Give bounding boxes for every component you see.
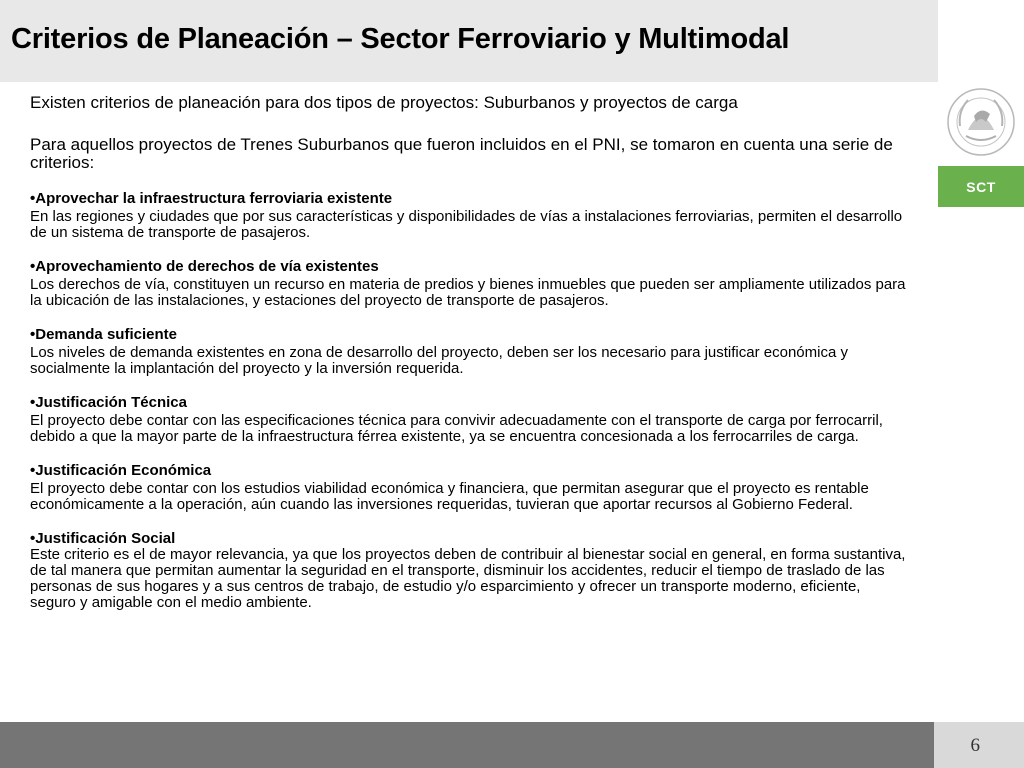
- criterion-title: •Justificación Económica: [30, 462, 212, 479]
- sct-label: SCT: [966, 178, 996, 195]
- criterion-item: [30, 326, 910, 377]
- criterion-item: [30, 530, 910, 611]
- criterion-title: •Aprovechar la infraestructura ferroviaria existente: [30, 190, 393, 207]
- criterion-item: [30, 462, 910, 513]
- criterion-body: Este criterio es el de mayor relevancia, ya que los proyectos deben de contribuir al bienestar social en general, en forma sustantiva, de tal manera que permitan aumentar la seguridad en el transporte, disminuir los accidentes, reducir el tiempo de traslado de las personas de sus hogares y a sus centros de trabajo, de estudio y/o esparcimiento y ofrecer un transporte moderno, eficiente, seguro y amigable con el medio ambiente.: [30, 546, 906, 611]
- intro-line-2: Para aquellos proyectos de Trenes Suburbanos que fueron incluidos en el PNI, se tomaron en cuenta una serie de criterios:: [30, 135, 893, 172]
- criterion-body: Los derechos de vía, constituyen un recurso en materia de predios y bienes inmuebles que pueden ser ampliamente utilizados para la ubicación de las instalaciones, y estaciones del proyecto de transporte de pasajeros.: [30, 276, 906, 309]
- criterion-title: •Justificación Social: [30, 530, 176, 547]
- criterion-body: El proyecto debe contar con los estudios viabilidad económica y financiera, que permitan asegurar que el proyecto es rentable económicamente a la operación, aún cuando las inversiones requeridas, tuvieran que aportar recursos al Gobierno Federal.: [30, 480, 869, 513]
- mexican-seal-icon: [946, 86, 1016, 158]
- slide-header: [0, 0, 940, 82]
- slide-title: Criterios de Planeación – Sector Ferroviario y Multimodal: [11, 23, 790, 55]
- criterion-body: En las regiones y ciudades que por sus características y disponibilidades de vías a instalaciones ferroviarias, permiten el desarrollo de un sistema de transporte de pasajeros.: [30, 208, 903, 241]
- criterion-body: El proyecto debe contar con las especificaciones técnica para convivir adecuadamente con el transporte de carga por ferrocarril, debido a que la mayor parte de la infraestructura férrea existente, ya se encuentra concesionada a los ferrocarriles de carga.: [30, 412, 883, 445]
- slide-footer-bar: [0, 722, 934, 768]
- criterion-body: Los niveles de demanda existentes en zona de desarrollo del proyecto, deben ser los necesario para justificar económica y socialmente la implantación del proyecto y la inversión requerida.: [30, 344, 848, 377]
- criterion-item: [30, 258, 910, 309]
- slide-content: [30, 90, 910, 628]
- page-number: 6: [970, 735, 980, 756]
- criterion-title: •Aprovechamiento de derechos de vía existentes: [30, 258, 379, 275]
- sct-logo: [938, 166, 1024, 207]
- criteria-list: [30, 190, 910, 611]
- criterion-title: •Justificación Técnica: [30, 394, 187, 411]
- criterion-title: •Demanda suficiente: [30, 326, 177, 343]
- criterion-item: [30, 394, 910, 445]
- criterion-item: [30, 190, 910, 241]
- intro-line-1: Existen criterios de planeación para dos tipos de proyectos: Suburbanos y proyectos de carga: [30, 93, 738, 112]
